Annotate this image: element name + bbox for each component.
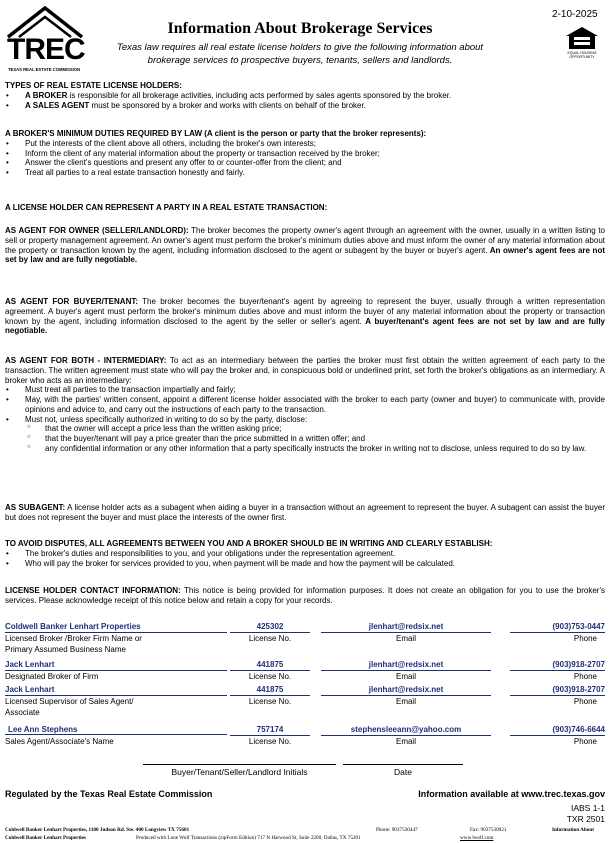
- contact-heading: LICENSE HOLDER CONTACT INFORMATION:: [5, 586, 181, 595]
- equal-housing-icon: [564, 26, 600, 50]
- sales-agent-license[interactable]: 757174: [230, 725, 310, 736]
- supervisor-phone[interactable]: (903)918-2707: [510, 685, 605, 696]
- trec-logo: [5, 5, 85, 73]
- subagent-heading: AS SUBAGENT:: [5, 503, 66, 512]
- designated-broker-email[interactable]: jlenhart@redsix.net: [321, 660, 491, 671]
- designated-broker-phone[interactable]: (903)918-2707: [510, 660, 605, 671]
- subtitle-line1: Texas law requires all real estate license holders to give the following information about: [116, 42, 484, 53]
- sales-agent-email[interactable]: stephensleeann@yahoo.com: [321, 725, 491, 736]
- broker-license-no[interactable]: 425302: [230, 622, 310, 633]
- intermediary-subitem: ○ any confidential information or any other information that a party specifically instructs the broker in writing not to disclose, unless required to do so by law.: [5, 444, 605, 454]
- info-available: Information available at www.trec.texas.gov: [418, 789, 605, 799]
- date-label: Date: [394, 767, 412, 777]
- subtitle-line2: brokerage services to prospective buyers, tenants, sellers and landlords.: [147, 55, 453, 66]
- equal-housing-logo: [562, 26, 602, 66]
- sales-agent-phone[interactable]: (903)746-6644: [510, 725, 605, 736]
- intermediary-heading: AS AGENT FOR BOTH - INTERMEDIARY:: [5, 356, 167, 365]
- intermediary-item: • May, with the parties' written consent, appoint a different license holder associated with the broker to each party (owner and buyer) to communicate with, provide opinions and advice to, and carry out the instructions of each party to the transaction.: [5, 395, 605, 415]
- duties-section: [5, 129, 605, 178]
- duty-item: • Inform the client of any material information about the property or transaction received by the broker;: [5, 149, 605, 159]
- license-col-label: License No.: [248, 697, 292, 706]
- page-title: Information About Brokerage Services: [167, 20, 433, 37]
- form-code-1: IABS 1-1: [570, 803, 605, 813]
- footer-phone: Phone: 9037530447: [376, 827, 418, 833]
- email-col-label: Email: [395, 634, 416, 643]
- email-col-label: Email: [395, 672, 416, 681]
- form-code-2: TXR 2501: [566, 814, 605, 824]
- duty-item: • Treat all parties to a real estate transaction honestly and fairly.: [5, 168, 605, 178]
- intermediary-item: • Must not, unless specifically authorized in writing to do so by the party, disclose:: [5, 415, 605, 425]
- date-field[interactable]: [343, 764, 463, 765]
- types-section: [5, 81, 605, 110]
- avoid-item: • Who will pay the broker for services provided to you, when payment will be made and how the payment will be calculated.: [5, 559, 605, 569]
- eho-label: EQUAL HOUSING OPPORTUNITY: [567, 51, 597, 59]
- license-col-label: License No.: [248, 737, 292, 746]
- logo-text: TREC: [7, 33, 85, 66]
- types-item-broker: • A BROKER is responsible for all brokerage activities, including acts performed by sales agents sponsored by the broker.: [5, 91, 605, 101]
- initials-label: Buyer/Tenant/Seller/Landlord Initials: [171, 767, 308, 777]
- duty-item: • Put the interests of the client above all others, including the broker's own interests;: [5, 139, 605, 149]
- buyer-heading: AS AGENT FOR BUYER/TENANT:: [5, 297, 139, 306]
- supervisor-label-2: Associate: [5, 708, 40, 717]
- broker-label: Licensed Broker /Broker Firm Name or: [5, 634, 142, 643]
- footer-produced: Produced with Lone Wolf Transactions (zipForm Edition) 717 N Harwood St, Suite 2200, Dallas, TX 75201: [136, 835, 361, 841]
- designated-broker-label: Designated Broker of Firm: [5, 672, 99, 681]
- designated-broker-license[interactable]: 441875: [230, 660, 310, 671]
- intermediary-subitem: ○ that the owner will accept a price less than the written asking price;: [5, 424, 605, 434]
- footer-firm: Coldwell Banker Lenhart Properties, 1100 Judson Rd. Ste. 400 Longview TX 75601: [5, 827, 190, 833]
- intermediary-item: • Must treat all parties to the transaction impartially and fairly;: [5, 385, 605, 395]
- sales-agent-label: Sales Agent/Associate's Name: [5, 737, 114, 746]
- broker-phone[interactable]: (903)753-0447: [510, 622, 605, 633]
- represent-heading: A LICENSE HOLDER CAN REPRESENT A PARTY IN A REAL ESTATE TRANSACTION:: [5, 203, 328, 212]
- supervisor-email[interactable]: jlenhart@redsix.net: [321, 685, 491, 696]
- sales-agent-name[interactable]: Lee Ann Stephens: [5, 725, 227, 735]
- intermediary-subitem: ○ that the buyer/tenant will pay a price greater than the price submitted in a written offer; and: [5, 434, 605, 444]
- email-col-label: Email: [395, 697, 416, 706]
- form-date: 2-10-2025: [552, 9, 598, 20]
- contact-section: LICENSE HOLDER CONTACT INFORMATION: This notice is being provided for information purposes. It does not create an obligation for you to use the broker's services. Please acknowledge receipt of this notice below and retain a copy for your records.: [5, 586, 605, 605]
- phone-col-label: Phone: [573, 697, 597, 706]
- intermediary-section: AS AGENT FOR BOTH - INTERMEDIARY: To act as an intermediary between the parties the broker must first obtain the written agreement of each party to the transaction. The written agreement must state who will pay the broker and, in conspicuous bold or underlined print, set forth the broker's obligations as an intermediary. A broker who acts as an intermediary: • Must treat all parties to the transaction impartially and fairly; • May, with the parties' written consent, appoint a different license holder associated with the broker to each party (owner and buyer) to communicate with, provide opinions and advice to, and carry out the instructions of each party to the transaction. • Must not, unless specifically authorized in writing to do so by the party, disclose: ○ that the owner will accept a price less than the written asking price; ○ that the buyer/tenant will pay a price greater than the price submitted in a written offer; and ○ any confidential information or any other information that a party specifically instructs the broker in writing not to disclose, unless required to do so by law.: [5, 356, 605, 454]
- footer-fax: Fax: 9037530921: [470, 827, 507, 833]
- owner-section: AS AGENT FOR OWNER (SELLER/LANDLORD): The broker becomes the property owner's agent through an agreement with the owner, usually in a written listing to sell or property management agreement. An owner's agent must perform the broker's minimum duties above and must inform the owner of any material information about the property or transaction known by the agent, including information disclosed to the agent or subagent by the buyer or buyer's agent. An owner's agent fees are not set by law and are fully negotiable.: [5, 226, 605, 265]
- logo-subtitle: TEXAS REAL ESTATE COMMISSION: [8, 67, 81, 72]
- designated-broker-name[interactable]: Jack Lenhart: [5, 660, 227, 671]
- avoid-item: • The broker's duties and responsibilities to you, and your obligations under the representation agreement.: [5, 549, 605, 559]
- supervisor-name[interactable]: Jack Lenhart: [5, 685, 227, 696]
- supervisor-license[interactable]: 441875: [230, 685, 310, 696]
- buyer-section: AS AGENT FOR BUYER/TENANT: The broker becomes the buyer/tenant's agent by agreeing to represent the buyer, usually through a written representation agreement. A buyer's agent must perform the broker's minimum duties above and must inform the buyer of any material information about the property or transaction known by the agent, including information disclosed to the agent by the seller or seller's agent. A buyer/tenant's agent fees are not set by law and are fully negotiable.: [5, 297, 606, 336]
- footer-doc: Information About: [552, 827, 594, 833]
- subagent-section: AS SUBAGENT: A license holder acts as a subagent when aiding a buyer in a transaction without an agreement to represent the buyer. A subagent can assist the buyer but does not represent the buyer and must place the interests of the owner first.: [5, 503, 605, 522]
- phone-col-label: Phone: [573, 634, 597, 643]
- phone-col-label: Phone: [573, 672, 597, 681]
- footer-firm-2: Coldwell Banker Lenhart Properties: [5, 835, 86, 841]
- types-heading: TYPES OF REAL ESTATE LICENSE HOLDERS:: [5, 81, 182, 90]
- broker-email[interactable]: jlenhart@redsix.net: [321, 622, 491, 633]
- avoid-heading: TO AVOID DISPUTES, ALL AGREEMENTS BETWEEN YOU AND A BROKER SHOULD BE IN WRITING AND CLEARLY ESTABLISH:: [5, 539, 493, 548]
- broker-label-2: Primary Assumed Business Name: [5, 645, 126, 654]
- license-col-label: License No.: [248, 672, 292, 681]
- supervisor-label: Licensed Supervisor of Sales Agent/: [5, 697, 134, 706]
- types-item-sales-agent: • A SALES AGENT must be sponsored by a broker and works with clients on behalf of the broker.: [5, 101, 605, 111]
- initials-field[interactable]: [143, 764, 336, 765]
- license-col-label: License No.: [248, 634, 292, 643]
- duty-item: • Answer the client's questions and present any offer to or counter-offer from the client; and: [5, 158, 605, 168]
- avoid-section: [5, 539, 605, 568]
- owner-heading: AS AGENT FOR OWNER (SELLER/LANDLORD):: [5, 226, 189, 235]
- email-col-label: Email: [395, 737, 416, 746]
- regulated-by: Regulated by the Texas Real Estate Commission: [5, 789, 213, 799]
- broker-firm-name[interactable]: Coldwell Banker Lenhart Properties: [5, 622, 227, 633]
- phone-col-label: Phone: [573, 737, 597, 746]
- duties-heading: A BROKER'S MINIMUM DUTIES REQUIRED BY LAW (A client is the person or party that the broker represents):: [5, 129, 427, 138]
- footer-site-link[interactable]: www.lwolf.com: [460, 835, 494, 841]
